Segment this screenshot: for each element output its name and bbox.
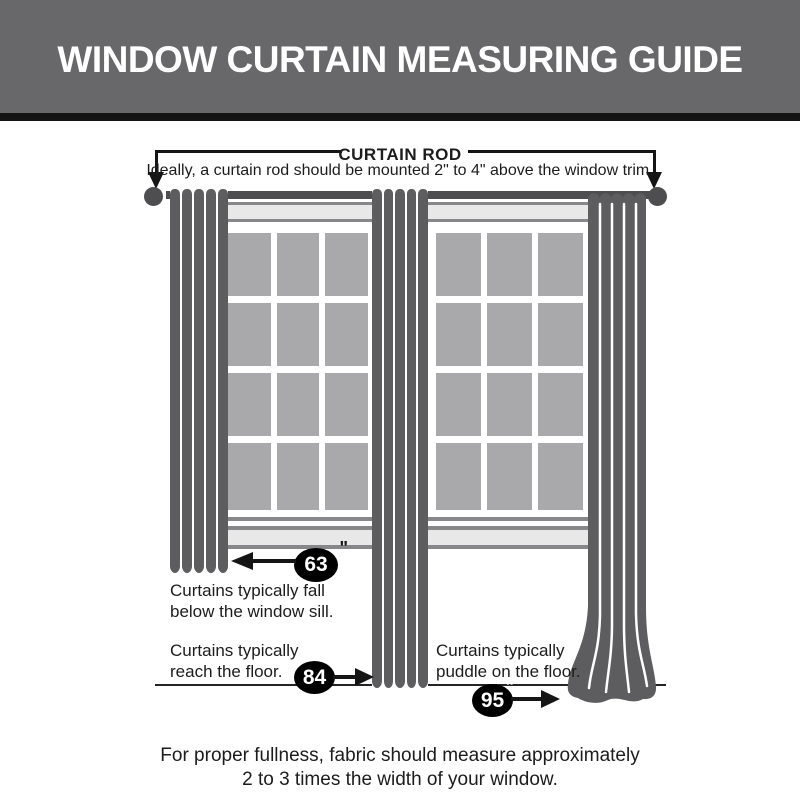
arrow-right-icon (355, 668, 374, 686)
curtain-fold (372, 189, 382, 688)
fullness-note-line: 2 to 3 times the width of your window. (242, 769, 558, 790)
measurement-value: 95 (480, 688, 505, 712)
header-divider (0, 113, 800, 121)
note-line: below the window sill. (170, 602, 334, 621)
note-puddle-floor (436, 640, 581, 682)
window-pane (325, 303, 368, 366)
curtain-right (558, 186, 664, 712)
window-pane (487, 303, 532, 366)
measurement-badge-63 (294, 538, 348, 582)
inch-mark: " (327, 654, 336, 674)
curtain-fold (384, 189, 394, 688)
window-pane (325, 443, 368, 510)
rod-callout-label: CURTAIN ROD (338, 145, 462, 164)
window-pane (277, 373, 320, 436)
fullness-note-line: For proper fullness, fabric should measure approximately (160, 745, 640, 766)
arrow-right-icon (541, 690, 560, 708)
measurement-badge-84 (294, 654, 336, 694)
window-pane (325, 233, 368, 296)
window-pane (228, 233, 271, 296)
header-banner (0, 0, 800, 113)
note-line: puddle on the floor. (436, 662, 581, 681)
window-pane (277, 303, 320, 366)
measurement-arrow-line (511, 697, 543, 701)
note-line: reach the floor. (170, 662, 283, 681)
measurement-value: 63 (304, 553, 328, 576)
curtain-fold (407, 189, 417, 688)
curtain-fold (182, 189, 192, 573)
window-pane (436, 443, 481, 510)
curtain-fold (206, 189, 216, 573)
arrow-left-icon (231, 552, 253, 570)
window-pane (487, 443, 532, 510)
window-pane (277, 443, 320, 510)
measurement-value: 84 (302, 665, 327, 689)
window-sash-left (228, 233, 368, 510)
window-pane (436, 303, 481, 366)
window-pane (487, 233, 532, 296)
curtain-fold (194, 189, 204, 573)
window-pane (228, 373, 271, 436)
curtain-center (372, 189, 428, 688)
window-pane (436, 233, 481, 296)
note-below-sill (170, 580, 333, 622)
window-pane (487, 373, 532, 436)
curtain-left (170, 189, 228, 573)
window-pane (325, 373, 368, 436)
measurement-badge-95 (472, 677, 514, 717)
note-reach-floor (170, 640, 299, 682)
note-line: Curtains typically (170, 641, 299, 660)
curtain-fold (170, 189, 180, 573)
note-line: Curtains typically (436, 641, 565, 660)
note-line: Curtains typically fall (170, 581, 325, 600)
window-pane (436, 373, 481, 436)
page-title: WINDOW CURTAIN MEASURING GUIDE (57, 38, 743, 80)
window-pane (228, 443, 271, 510)
curtain-fold (418, 189, 428, 688)
measurement-arrow-line (250, 559, 296, 563)
inch-mark: " (505, 677, 514, 697)
rod-callout-description: Ideally, a curtain rod should be mounted 2" to 4" above the window trim. (146, 162, 654, 179)
rod-finial-left (144, 187, 163, 206)
measurement-arrow-line (333, 675, 357, 679)
inch-mark: " (339, 538, 348, 558)
window-pane (277, 233, 320, 296)
curtain-fold (218, 189, 228, 573)
window-pane (228, 303, 271, 366)
fullness-note (0, 744, 800, 792)
curtain-fold (395, 189, 405, 688)
